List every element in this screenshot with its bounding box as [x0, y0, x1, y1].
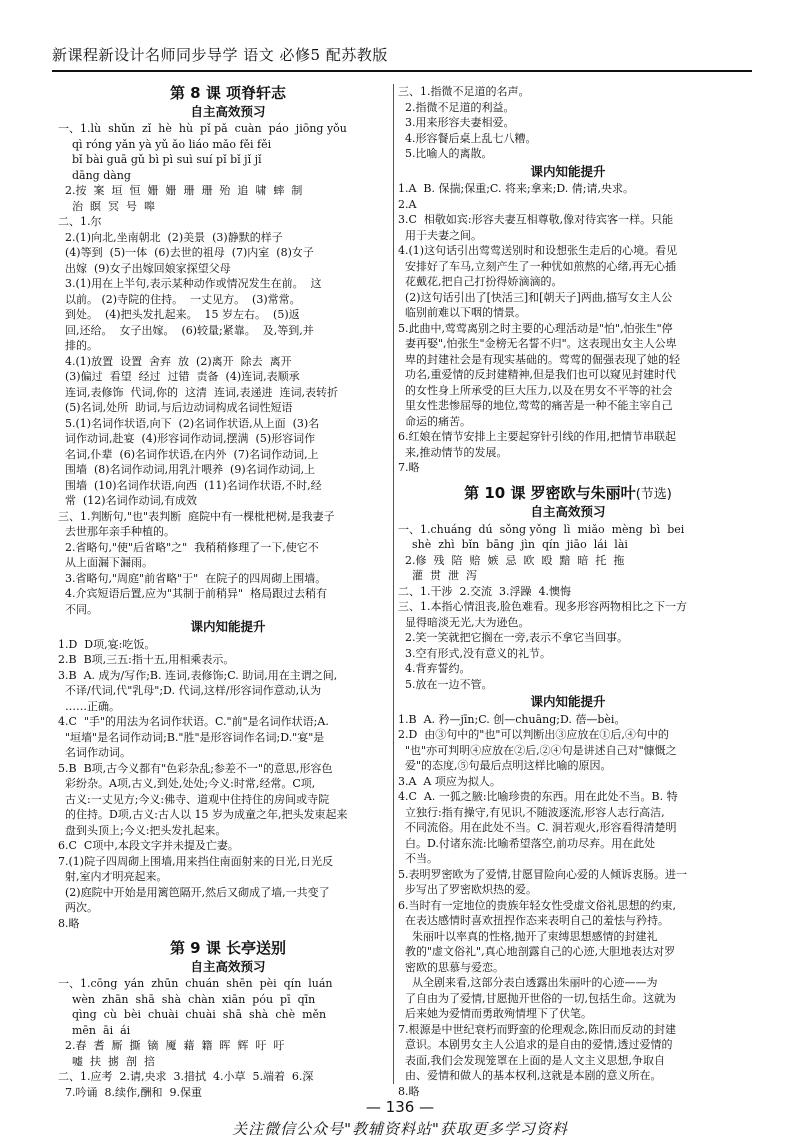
text-line: 二、1.干涉 2.交流 3.浮躁 4.懊悔	[398, 584, 571, 598]
text-line: 5.B B项,古今义都有"色彩杂乱;参差不一"的意思,形容色	[58, 761, 333, 775]
text-line: 密欧的思慕与爱恋。	[398, 960, 504, 974]
text-line: 一、1.chuáng dú sǒng yǒng lì miǎo mèng bì bei	[398, 522, 685, 536]
text-line: 5.比喻人的离散。	[398, 147, 493, 160]
text-line: 1.B A. 矜—jīn;C. 创—chuāng;D. 蓓—bèi。	[398, 712, 626, 726]
text-line: 3.空有形式,没有意义的礼节。	[398, 646, 551, 660]
lesson-8-title: 第 8 课 项脊轩志	[169, 84, 287, 102]
text-line: 了自由为了爱情,甘愿抛开世俗的一切,包括生命。这就为	[398, 991, 676, 1005]
text-line: 4.背弃誓约。	[398, 662, 471, 675]
text-line: 嘘 扶 掳 剖 掊	[58, 1054, 155, 1068]
text-line: 7.(1)院子四周砌上围墙,用来挡住南面射来的日光,日光反	[58, 854, 334, 868]
text-line: 三、1.指微不足道的名声。	[398, 85, 530, 98]
text-line: 2.笑一笑就把它搁在一旁,表示不拿它当回事。	[398, 631, 628, 644]
text-line: 2.舂 耆 厮 撕 镝 魇 藉 籍 晖 辉 吁 吁	[58, 1039, 285, 1052]
text-line: 连词,表修饰 代词,你的 这清 连词,表递进 连词,表转折	[58, 385, 338, 399]
text-line: 8.略	[58, 916, 80, 930]
answer-block	[58, 637, 398, 932]
answer-block	[58, 121, 398, 617]
text-line: 古义:一丈见方;今义:佛寺、道观中住持住的房间或寺院	[58, 792, 330, 806]
text-line: 来,推动情节的发展。	[398, 445, 508, 459]
text-line: 朱丽叶以率真的性格,抛开了束缚思想感情的封建礼	[398, 929, 658, 943]
text-line: 6.当时有一定地位的贵族年轻女性受虚文俗礼思想的约束,	[398, 898, 676, 912]
text-line: 爱"的态度,⑤句最后点明这样比喻的原因。	[398, 759, 612, 772]
text-line: shè zhì bǐn bāng jìn qín jiāo lái lài	[398, 538, 628, 551]
text-line: 立独行:指有操守,有见识,不随波逐流,形容人志行高洁,	[398, 805, 665, 819]
text-line: 射,室内才明亮起来。	[58, 870, 168, 883]
lesson-10-subtitle: (节选)	[635, 486, 672, 502]
text-line: 意识。本剧男女主人公追求的是自由的爱情,透过爱情的	[398, 1038, 673, 1051]
lesson-9-title: 第 9 课 长亭送别	[169, 939, 287, 957]
text-line: "垣墙"是名词作动词;B."胜"是形容词作名词;D."宴"是	[58, 730, 325, 744]
text-line: mēn āi ái	[58, 1023, 131, 1037]
answer-block	[398, 181, 738, 476]
text-line: 7.根源是中世纪衰朽而野蛮的伦理观念,陈旧而反动的封建	[398, 1022, 676, 1036]
answer-block	[398, 84, 738, 162]
text-line: 2.(1)向北,坐南朝北 (2)美景 (3)静默的样子	[58, 230, 283, 244]
text-line: ……正确。	[58, 699, 120, 713]
text-line: 不当。	[398, 852, 438, 865]
text-line: 二、1.应考 2.请,央求 3.措拭 4.小草 5.端着 6.深	[58, 1070, 314, 1083]
text-line: 5.此曲中,莺莺离别之时主要的心理活动是"怕",怕张生"停	[398, 321, 673, 335]
text-line: qì róng yǎn yà yǔ ǎo liáo mǎo fěi fěi	[58, 137, 272, 151]
running-header	[52, 44, 752, 74]
text-line: 3.B A. 成为/写作;B. 连词,表修饰;C. 助词,用在主谓之间,	[58, 668, 338, 682]
text-line: 3.省略句,"周庭"前省略"于" 在院子的四周砌上围墙。	[58, 571, 327, 585]
text-line: 安排好了车马,立刻产生了一种忧如煎熬的心绪,再无心插	[398, 259, 676, 273]
text-line: 1.D D项,宴:吃饭。	[58, 637, 156, 651]
text-line: 一、1.cōng yán zhūn chuán shēn pèi qín luán	[58, 977, 333, 990]
text-line: 二、1.尔	[58, 215, 102, 228]
header-title: 新课程新设计名师同步导学 语文 必修5 配苏教版	[52, 46, 388, 64]
text-line: 出嫁 (9)女子出嫁回娘家探望父母	[58, 261, 231, 275]
section-title: 自主高效预习	[190, 103, 266, 119]
text-line: 5.放在一边不管。	[398, 677, 493, 691]
text-line: 2.省略句,"使"后省略"之" 我稍稍修理了一下,使它不	[58, 540, 319, 554]
text-line: 6.红娘在情节安排上主要起穿针引线的作用,把情节串联起	[398, 430, 676, 443]
footer-promo-text: 关注微信公众号"教辅资料站"获取更多学习资料	[232, 1120, 568, 1138]
text-line: (3)偏过 看望 经过 过错 责备 (4)连词,表顺承	[58, 370, 300, 383]
text-line: 从全剧来看,这部分表白透露出朱丽叶的心迹——为	[398, 976, 658, 989]
section-title: 课内知能提升	[190, 619, 266, 634]
text-line: 4.C A. 一狐之腋:比喻珍贵的东西。用在此处不当。B. 特	[398, 790, 678, 803]
text-line: 2.修 残 陪 赔 嫉 忌 欧 殴 黯 暗 托 拖	[398, 553, 625, 567]
text-line: 3.A A 项应为拟人。	[398, 774, 501, 788]
text-line: 4.(1)放置 设置 舍弃 放 (2)离开 除去 离开	[58, 354, 292, 368]
text-line: 4.(1)这句话引出莺莺送别时和设想张生走后的心境。看见	[398, 244, 678, 257]
text-line: 6.C C项中,本段文字并未提及亡妻。	[58, 839, 239, 852]
text-line: 教的"虚文俗礼",真心地剖露自己的心迹,大胆地表达对罗	[398, 945, 676, 958]
text-line: 4.介宾短语后置,应为"其制于前稍异" 格局跟过去稍有	[58, 587, 328, 600]
answer-block	[398, 522, 738, 693]
text-line: 盘到头顶上;今义:把头发扎起来。	[58, 823, 227, 837]
text-line: 7.吟诵 8.续作,酬和 9.保重	[58, 1085, 202, 1099]
text-line: qìng cù bèi chuài chuài shā shà chè měn	[58, 1008, 327, 1021]
text-line: 8.略	[398, 1084, 420, 1098]
text-line: 3.(1)用在上半句,表示某种动作或情况发生在前。 这	[58, 277, 322, 290]
text-line: 由、爱情和做人的基本权利,这就是本剧的意义所在。	[398, 1069, 662, 1082]
text-line: 去世那年亲手种植的。	[58, 525, 175, 538]
text-line: 回,还给。 女子出嫁。 (6)较量;紧靠。 及,等到,并	[58, 323, 314, 337]
lesson-10-main-title: 第 10 课 罗密欧与朱丽叶	[464, 483, 636, 502]
text-line: "也"亦可判明④应放在②后,②④句是讲述自己对"慷慨之	[398, 743, 677, 757]
text-line: 里女性悲惨屈辱的地位,莺莺的痛苦是一种不能主宰自己	[398, 399, 673, 412]
text-line: 妻再娶",怕张生"金榜无名誓不归"。这表现出女主人公卑	[398, 337, 677, 350]
text-line: 2.A	[398, 197, 417, 211]
text-line: 5.(1)名词作状语,向下 (2)名词作状语,从上面 (3)名	[58, 416, 320, 430]
section-title: 自主高效预习	[530, 504, 606, 519]
text-line: (2)这句话引出了[快活三]和[朝天子]两曲,描写女主人公	[398, 290, 673, 304]
text-line: 步写出了罗密欧炽热的爱。	[398, 883, 537, 896]
text-line: 词作动词,赴宴 (4)形容词作动词,摆满 (5)形容词作	[58, 432, 316, 445]
text-line: 2.D 由③句中的"也"可以判断出③应放在①后,④句中的	[398, 728, 669, 741]
spacer	[398, 476, 738, 484]
text-line: (2)庭院中开始是用篱笆隔开,然后又砌成了墙,一共变了	[58, 885, 330, 899]
text-line: 3.C 相敬如宾:形容夫妻互相尊敬,像对待宾客一样。只能	[398, 213, 674, 226]
text-line: 2.指微不足道的利益。	[398, 100, 515, 114]
text-line: 治 瞑 冥 号 嗥	[58, 199, 155, 213]
text-line: 彩纷杂。A项,古义,到处,处处;今义:时常,经常。C项,	[58, 777, 316, 790]
text-line: 2.按 案 垣 恒 姗 姗 珊 珊 殆 追 啸 蟀 制	[58, 184, 303, 197]
text-line: dāng dàng	[58, 168, 131, 182]
text-line: (4)等到 (5)一体 (6)去世的祖母 (7)内室 (8)女子	[58, 246, 314, 259]
text-line: 后来她为爱情而勇敢殉情埋下了伏笔。	[398, 1007, 592, 1020]
text-line: 两次。	[58, 901, 98, 914]
text-line: 围墙 (8)名词作动词,用乳汁喂养 (9)名词作动词,上	[58, 463, 316, 476]
header-rule	[52, 70, 752, 72]
text-line: 4.C "手"的用法为名词作状语。C."前"是名词作状语;A.	[58, 715, 329, 728]
text-line: 2.B B项,三五:指十五,用相乘表示。	[58, 653, 235, 666]
text-line: 到处。 (4)把头发扎起来。 15 岁左右。 (5)返	[58, 308, 300, 321]
text-line: 名词,仆辈 (6)名词作状语,在内外 (7)名词作动词,上	[58, 447, 319, 461]
text-line: 5.表明罗密欧为了爱情,甘愿冒险向心爱的人倾诉衷肠。进一	[398, 867, 687, 881]
text-line: 卑的封建社会是有现实基础的。莺莺的倔强表现了她的轻	[398, 352, 680, 366]
text-line: 围墙 (10)名词作状语,向西 (11)名词作状语,不时,经	[58, 478, 322, 492]
text-line: 排的。	[58, 339, 98, 352]
answer-block	[58, 976, 398, 1100]
text-line: 常 (12)名词作动词,有成效	[58, 494, 198, 507]
text-line: bǐ bài guā gǔ bì pì suì suí pǐ bǐ jǐ jǐ	[58, 153, 262, 166]
text-line: 一、1.lù shǔn zǐ hè hù pǐ pǎ cuàn páo jiōng yǒu	[58, 122, 347, 135]
text-line: 三、1.本指心情沮丧,脸色难看。现多形容两物相比之下一方	[398, 600, 687, 613]
text-line: 1.A B. 保揣;保重;C. 将来;拿来;D. 倩;请,央求。	[398, 182, 634, 195]
text-line: 4.形容餐后桌上乱七八糟。	[398, 131, 537, 145]
text-line: 三、1.判断句,"也"表判断 庭院中有一棵枇杷树,是我妻子	[58, 509, 335, 523]
spacer	[58, 931, 398, 939]
text-line: 不译/代词,代"乳母";D. 代词,这样/形容词作意动,认为	[58, 684, 322, 697]
section-title: 课内知能提升	[530, 163, 606, 179]
text-line: 不同流俗。用在此处不当。C. 洞若观火,形容看得清楚明	[398, 821, 677, 834]
text-line: 白。D.付诸东流:比喻希望落空,前功尽弃。用在此处	[398, 836, 656, 850]
text-line: 名词作动词。	[58, 746, 131, 759]
text-line: wèn zhān shā shà chàn xiān póu pī qīn	[58, 992, 316, 1006]
section-title: 自主高效预习	[190, 958, 266, 974]
lesson-10-title	[398, 483, 738, 503]
text-line: 灌 贯 泄 泻	[398, 569, 477, 582]
text-line: 的女性身上所承受的巨大压力,以及在男女不平等的社会	[398, 383, 673, 397]
answer-block	[398, 712, 738, 1100]
text-line: 命运的痛苦。	[398, 414, 471, 428]
text-line: 在表达感情时喜欢扭捏作态来表明自己的羞怯与矜持。	[398, 914, 669, 927]
text-line: 从上面漏下漏雨。	[58, 556, 153, 569]
text-line: 3.用来形容夫妻相爱。	[398, 116, 515, 129]
section-title: 课内知能提升	[530, 694, 606, 709]
text-line: 临别前难以下咽的情景。	[398, 306, 526, 319]
text-line: 以前。 (2)寺院的住持。 一丈见方。 (3)常常。	[58, 292, 301, 306]
text-line: 功名,重爱情的反封建精神,但是我们也可以窥见封建时代	[398, 368, 676, 381]
text-line: 花戴花,把自己打扮得娇滴滴的。	[398, 275, 563, 288]
text-line: 用于夫妻之间。	[398, 228, 482, 242]
text-line: (5)名词,处所 助词,与后边动词构成名词性短语	[58, 401, 293, 414]
text-line: 表面,我们会发现笼罩在上面的是人文主义思想,争取自	[398, 1053, 665, 1067]
text-line: 不同。	[58, 602, 98, 616]
text-line: 显得暗淡无光,大为逊色。	[398, 615, 530, 629]
left-column	[58, 84, 398, 1100]
page-number: — 136 —	[365, 1098, 435, 1116]
text-line: 7.略	[398, 461, 420, 474]
text-line: 的住持。D项,古义:古人以 15 岁为成童之年,把头发束起来	[58, 808, 348, 821]
right-column	[398, 84, 738, 1099]
